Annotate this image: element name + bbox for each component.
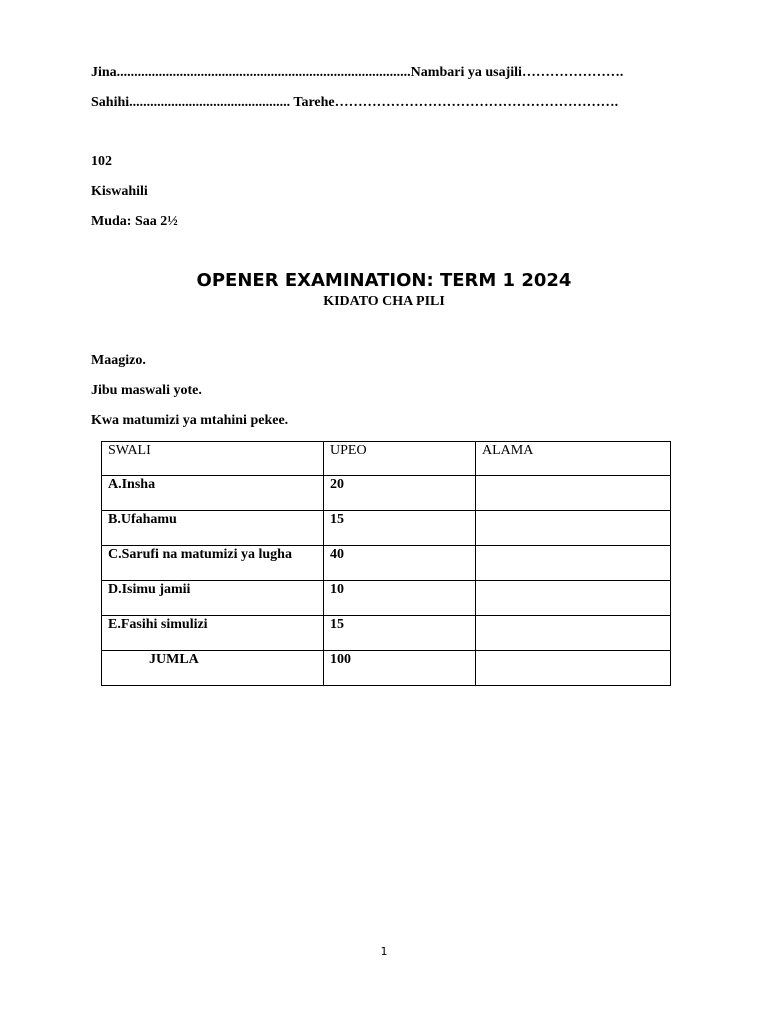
row-upeo: 40 [324,546,476,581]
row-upeo: 20 [324,476,476,511]
header-swali: SWALI [102,442,324,476]
table-header-row [102,442,671,476]
exam-title: OPENER EXAMINATION: TERM 1 2024 [196,270,572,291]
signature-date-line: Sahihi.............................................. Tarehe……………………………………………………. [91,95,619,110]
row-swali: D.Isimu jamii [102,581,324,616]
header-upeo: UPEO [324,442,476,476]
total-alama[interactable] [476,651,671,686]
duration: Muda: Saa 2½ [91,214,178,229]
row-upeo: 15 [324,616,476,651]
instruction-examiner-only: Kwa matumizi ya mtahini pekee. [91,413,289,428]
table-row [102,581,671,616]
marks-table [101,441,671,686]
page-number: 1 [380,945,388,958]
subject-name: Kiswahili [91,184,148,199]
header-alama: ALAMA [476,442,671,476]
row-swali: C.Sarufi na matumizi ya lugha [102,546,324,581]
name-registration-line: Jina....................................................................................Nambari ya usajili…………………. [91,65,624,80]
instruction-answer-all: Jibu maswali yote. [91,383,202,398]
row-swali: E.Fasihi simulizi [102,616,324,651]
row-alama[interactable] [476,616,671,651]
total-label: JUMLA [102,651,324,686]
instructions-heading: Maagizo. [91,353,146,368]
row-alama[interactable] [476,581,671,616]
row-alama[interactable] [476,476,671,511]
table-row [102,616,671,651]
row-swali: B.Ufahamu [102,511,324,546]
table-total-row [102,651,671,686]
row-alama[interactable] [476,546,671,581]
table-row [102,476,671,511]
paper-code: 102 [91,154,112,169]
row-upeo: 15 [324,511,476,546]
total-upeo: 100 [324,651,476,686]
row-upeo: 10 [324,581,476,616]
row-swali: A.Insha [102,476,324,511]
exam-subtitle: KIDATO CHA PILI [323,294,445,309]
row-alama[interactable] [476,511,671,546]
table-row [102,511,671,546]
table-row [102,546,671,581]
